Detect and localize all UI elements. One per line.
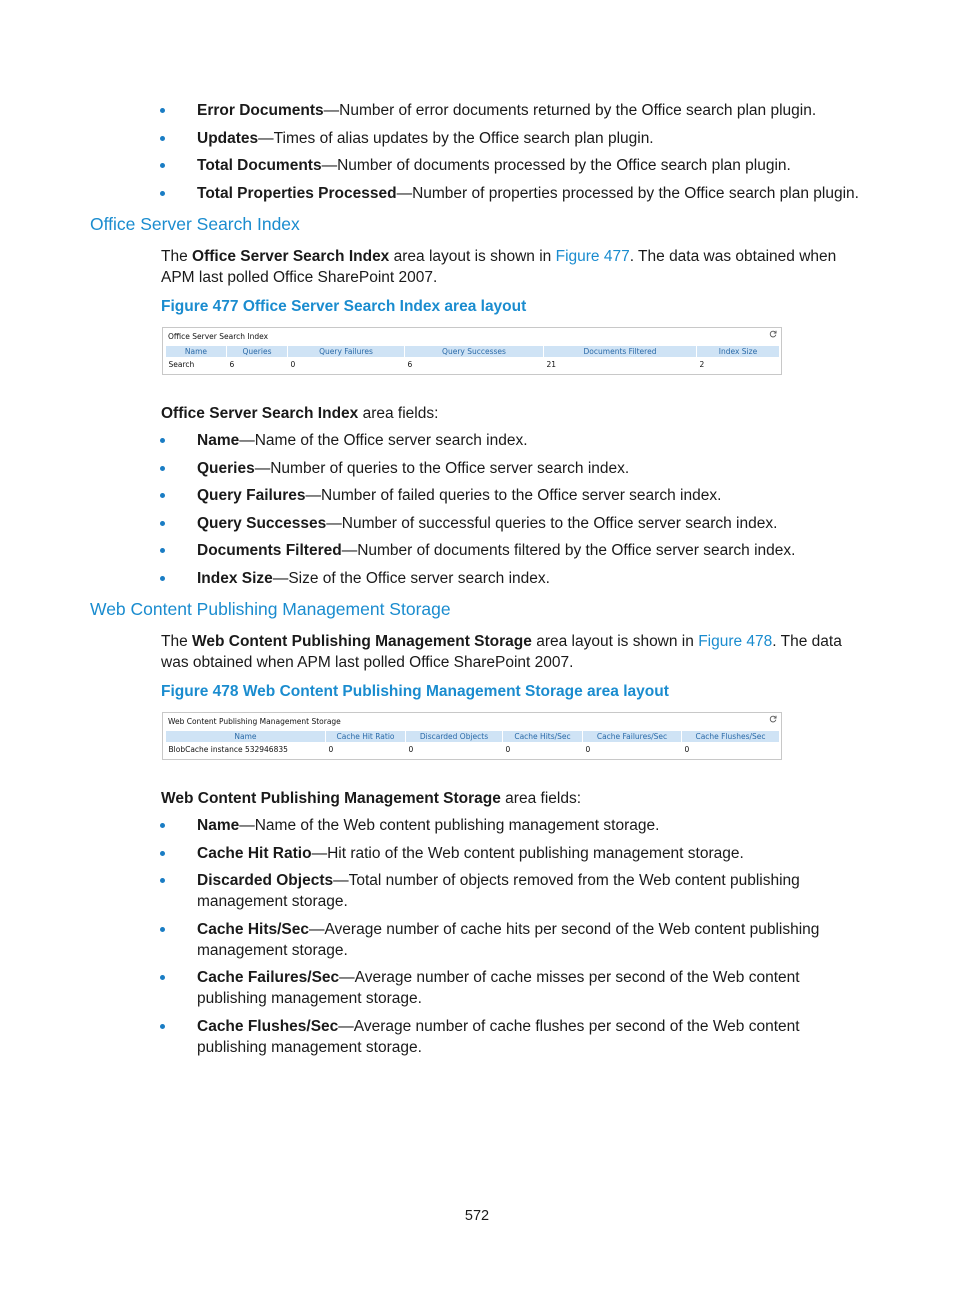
figure-477-caption: Figure 477 Office Server Search Index area layout [161, 298, 527, 315]
section2-fields-intro [161, 788, 866, 809]
bullet-term: Name [197, 432, 240, 449]
para-text: . The data was obtained when APM last polled Office SharePoint 2007. [161, 633, 842, 671]
table-cell: Search [168, 359, 195, 369]
bullet-term: Cache Hits/Sec [197, 921, 309, 938]
web-content-publishing-table [165, 730, 780, 755]
table-cell: 0 [684, 744, 690, 754]
bullet-desc: —Number of queries to the Office server search index. [254, 460, 630, 477]
bullet-desc: —Number of properties processed by the Office search plan plugin. [396, 185, 859, 202]
column-header-name[interactable]: Name [166, 731, 326, 743]
office-server-search-index-table [165, 345, 780, 370]
table-row [166, 358, 780, 371]
bullet-term: Error Documents [197, 102, 324, 119]
bullet-icon [160, 927, 165, 932]
section2-intro-paragraph [161, 631, 866, 673]
para-text: . The data was obtained when APM last polled Office SharePoint 2007. [161, 248, 837, 286]
para-text: area layout is shown in [389, 248, 556, 265]
bullet-term: Documents Filtered [197, 542, 342, 559]
panel-title: Office Server Search Index [168, 332, 269, 341]
para-text: area layout is shown in [531, 633, 699, 650]
table-header-row [166, 346, 780, 358]
bullet-term: Query Failures [197, 487, 306, 504]
bullet-icon [160, 163, 165, 168]
bullet-desc: —Average number of cache hits per second of the Web content publishing management storage. [197, 921, 820, 959]
bullet-icon [160, 493, 165, 498]
bullet-desc: —Number of documents filtered by the Office server search index. [341, 542, 796, 559]
bullet-icon [160, 548, 165, 553]
column-header-cache-flushes-sec[interactable]: Cache Flushes/Sec [682, 731, 780, 743]
table-cell: 21 [546, 359, 557, 369]
para-text: The [161, 248, 193, 265]
bullet-desc: —Number of failed queries to the Office server search index. [305, 487, 722, 504]
bullet-desc: —Name of the Office server search index. [239, 432, 528, 449]
column-header-documents-filtered[interactable]: Documents Filtered [544, 346, 697, 358]
bullet-term: Query Successes [197, 515, 327, 532]
table-header-row [166, 731, 780, 743]
para-bold: Web Content Publishing Management Storage [161, 790, 501, 807]
bullet-term: Cache Hit Ratio [197, 845, 312, 862]
table-cell: 0 [408, 744, 414, 754]
bullet-term: Total Documents [197, 157, 322, 174]
table-row [166, 743, 780, 756]
table-cell: 0 [505, 744, 511, 754]
bullet-desc: —Name of the Web content publishing management storage. [239, 817, 660, 834]
bullet-desc: —Number of documents processed by the Office search plan plugin. [321, 157, 791, 174]
bullet-desc: —Times of alias updates by the Office search plan plugin. [258, 130, 654, 147]
web-content-publishing-panel [162, 712, 782, 760]
bullet-icon [160, 823, 165, 828]
bullet-icon [160, 878, 165, 883]
bullet-desc: —Hit ratio of the Web content publishing management storage. [311, 845, 744, 862]
bullet-term: Queries [197, 460, 255, 477]
bullet-icon [160, 108, 165, 113]
bullet-term: Cache Failures/Sec [197, 969, 340, 986]
bullet-icon [160, 975, 165, 980]
bullet-term: Updates [197, 130, 259, 147]
section1-intro-paragraph [161, 246, 866, 288]
section-heading-web-content-publishing: Web Content Publishing Management Storage [90, 599, 451, 619]
bullet-term: Total Properties Processed [197, 185, 397, 202]
figure-478-link[interactable]: Figure 478 [698, 633, 773, 650]
table-cell: BlobCache instance 532946835 [168, 744, 288, 754]
column-header-queries[interactable]: Queries [227, 346, 288, 358]
bullet-icon [160, 576, 165, 581]
bullet-icon [160, 466, 165, 471]
para-bold: Web Content Publishing Management Storage [192, 633, 532, 650]
para-text: area fields: [358, 405, 439, 422]
bullet-desc: —Number of error documents returned by the Office search plan plugin. [323, 102, 817, 119]
bullet-desc: —Number of successful queries to the Office server search index. [326, 515, 778, 532]
bullet-desc: —Size of the Office server search index. [272, 570, 550, 587]
table-cell: 0 [585, 744, 591, 754]
column-header-discarded-objects[interactable]: Discarded Objects [406, 731, 503, 743]
bullet-icon [160, 191, 165, 196]
column-header-cache-failures-sec[interactable]: Cache Failures/Sec [583, 731, 682, 743]
bullet-term: Index Size [197, 570, 273, 587]
para-bold: Office Server Search Index [192, 248, 390, 265]
bullet-desc: —Total number of objects removed from the Web content publishing management storage. [197, 872, 800, 910]
table-cell: 6 [407, 359, 413, 369]
refresh-icon[interactable] [769, 330, 777, 338]
bullet-icon [160, 438, 165, 443]
figure-477-link[interactable]: Figure 477 [555, 248, 630, 265]
bullet-desc: —Average number of cache flushes per second of the Web content publishing management storage. [197, 1018, 800, 1056]
column-header-cache-hits-sec[interactable]: Cache Hits/Sec [503, 731, 583, 743]
para-text: area fields: [500, 790, 582, 807]
column-header-query-successes[interactable]: Query Successes [405, 346, 544, 358]
section-heading-office-server-search-index: Office Server Search Index [90, 214, 300, 234]
bullet-desc: —Average number of cache misses per second of the Web content publishing management storage. [197, 969, 800, 1007]
bullet-term: Cache Flushes/Sec [197, 1018, 339, 1035]
office-server-search-index-panel [162, 327, 782, 375]
refresh-icon[interactable] [769, 715, 777, 723]
column-header-index-size[interactable]: Index Size [697, 346, 780, 358]
table-cell: 2 [699, 359, 705, 369]
para-bold: Office Server Search Index [161, 405, 359, 422]
table-cell: 0 [290, 359, 296, 369]
column-header-cache-hit-ratio[interactable]: Cache Hit Ratio [326, 731, 406, 743]
table-cell: 6 [229, 359, 235, 369]
bullet-term: Name [197, 817, 240, 834]
bullet-icon [160, 136, 165, 141]
table-cell: 0 [328, 744, 334, 754]
bullet-icon [160, 1024, 165, 1029]
bullet-icon [160, 851, 165, 856]
column-header-query-failures[interactable]: Query Failures [288, 346, 405, 358]
column-header-name[interactable]: Name [166, 346, 227, 358]
page-number: 572 [464, 1208, 490, 1224]
section1-fields-intro [161, 403, 866, 424]
figure-478-caption: Figure 478 Web Content Publishing Management Storage area layout [161, 683, 669, 700]
bullet-icon [160, 521, 165, 526]
bullet-term: Discarded Objects [197, 872, 334, 889]
panel-title: Web Content Publishing Management Storage [168, 717, 341, 726]
para-text: The [161, 633, 193, 650]
